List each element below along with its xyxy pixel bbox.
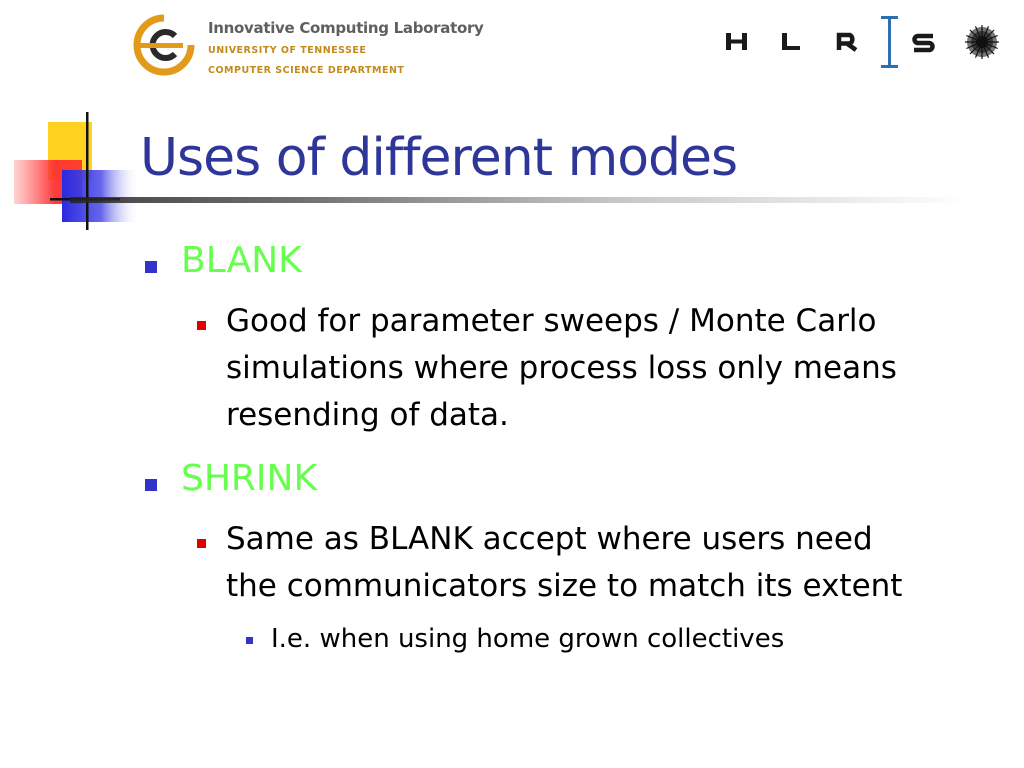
hlrs-h-glyph [726, 33, 747, 50]
bullet-label: SHRINK [181, 458, 318, 499]
sub-bullet-line: simulations where process loss only means [226, 350, 897, 386]
hlrs-seal-icon [965, 25, 999, 59]
sub-sub-bullet-marker [246, 637, 253, 644]
bullet-marker [145, 479, 157, 491]
title-decoration [0, 108, 160, 238]
title-underline [70, 197, 970, 203]
sub-bullet-line: resending of data. [226, 397, 509, 433]
hlrs-i-glyph [881, 16, 898, 68]
hlrs-l-glyph [782, 33, 800, 50]
sub-bullet-line: Good for parameter sweeps / Monte Carlo [226, 303, 877, 339]
university-name: UNIVERSITY OF TENNESSEE [208, 45, 367, 56]
bullet-marker [145, 261, 157, 273]
lab-name: Innovative Computing Laboratory [208, 19, 484, 37]
sub-bullet-line: Same as BLANK accept where users need [226, 521, 873, 557]
hlrs-logo [722, 14, 1002, 70]
deco-blue-square [62, 170, 140, 222]
sub-sub-bullet-text: I.e. when using home grown collectives [271, 624, 785, 654]
icl-emblem-icon [133, 14, 195, 76]
deco-vertical-line [86, 112, 89, 230]
hlrs-s-glyph [914, 36, 933, 50]
hlrs-r-glyph [839, 35, 856, 50]
sub-bullet-marker [197, 539, 206, 548]
bullet-label: BLANK [181, 240, 302, 281]
icl-logo [133, 14, 484, 78]
sub-bullet-marker [197, 321, 206, 330]
slide-title: Uses of different modes [140, 128, 738, 188]
department-name: COMPUTER SCIENCE DEPARTMENT [208, 65, 405, 76]
sub-bullet-line: the communicators size to match its extent [226, 568, 903, 604]
